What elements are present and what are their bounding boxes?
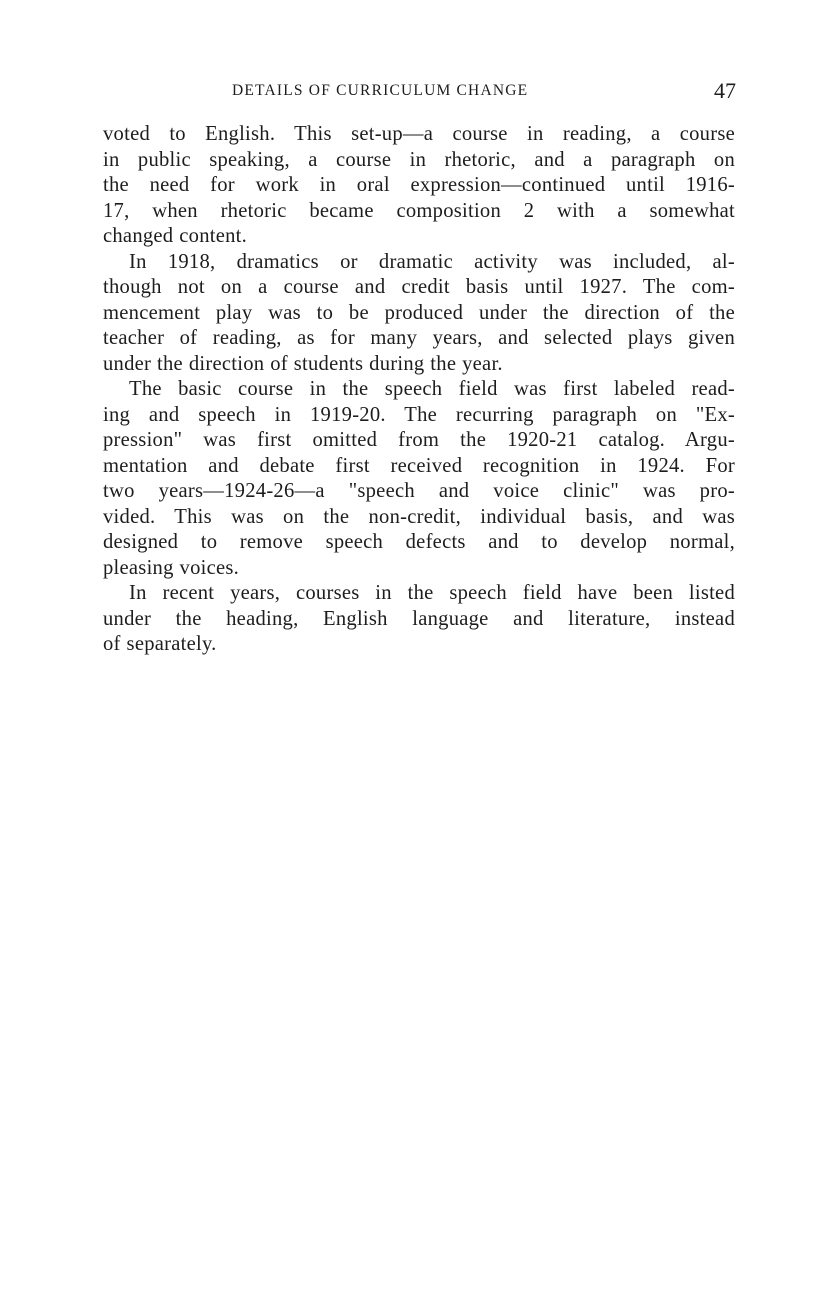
text-line: though not on a course and credit basis until 1927. The com-: [103, 276, 735, 298]
text-line: the need for work in oral expression—continued until 1916-: [103, 174, 735, 196]
text-line: designed to remove speech defects and to develop normal,: [103, 531, 735, 553]
text-line: In 1918, dramatics or dramatic activity was included, al-: [129, 250, 735, 273]
text-line: vided. This was on the non-credit, individual basis, and was: [103, 505, 735, 528]
text-line: In recent years, courses in the speech field have been listed: [129, 582, 735, 604]
text-line: voted to English. This set-up—a course in reading, a course: [103, 123, 735, 145]
body-text: [103, 122, 735, 658]
text-line: The basic course in the speech field was first labeled read-: [129, 378, 735, 400]
text-line: ing and speech in 1919-20. The recurring paragraph on "Ex-: [103, 403, 735, 426]
text-line: teacher of reading, as for many years, and selected plays given: [103, 327, 735, 349]
text-line: two years—1924-26—a "speech and voice clinic" was pro-: [103, 480, 735, 502]
paragraph-4: [103, 581, 735, 658]
paragraph-2: [103, 250, 735, 378]
text-line: pression" was first omitted from the 1920-21 catalog. Argu-: [103, 429, 735, 451]
text-line: mencement play was to be produced under the direction of the: [103, 301, 735, 324]
text-line: under the direction of students during the year.: [103, 352, 503, 375]
text-line: of separately.: [103, 633, 217, 655]
paragraph-1: [103, 122, 735, 250]
page-number: 47: [714, 78, 736, 103]
running-head-title: DETAILS OF CURRICULUM CHANGE: [232, 82, 529, 99]
text-line: under the heading, English language and literature, instead: [103, 607, 735, 630]
running-head: [100, 78, 736, 108]
text-line: pleasing voices.: [103, 556, 240, 579]
text-line: changed content.: [103, 225, 248, 247]
text-line: in public speaking, a course in rhetoric, and a paragraph on: [103, 148, 735, 171]
text-line: 17, when rhetoric became composition 2 with a somewhat: [103, 199, 735, 222]
text-line: mentation and debate first received recognition in 1924. For: [103, 454, 735, 477]
paragraph-3: [103, 377, 735, 581]
